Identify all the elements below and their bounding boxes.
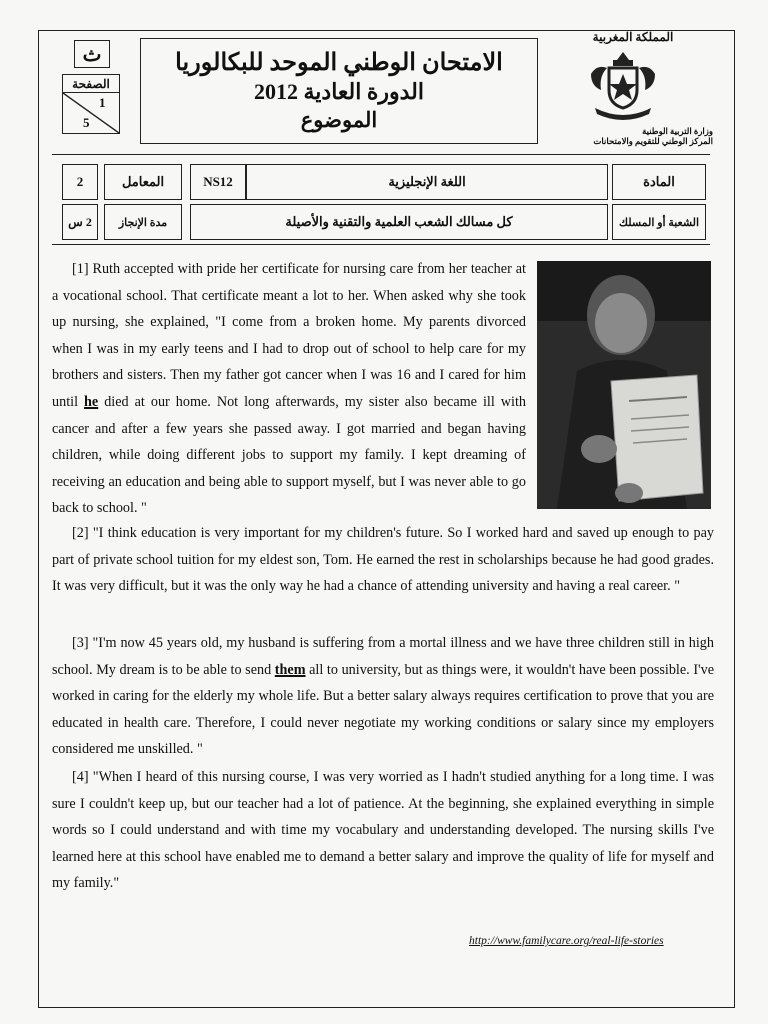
coat-of-arms-emblem — [583, 50, 663, 122]
source-link[interactable]: http://www.familycare.org/real-life-stories — [469, 935, 664, 947]
stream-label: الشعبة أو المسلك — [612, 204, 706, 240]
exam-title-box — [140, 38, 538, 144]
page-total: 5 — [83, 115, 90, 130]
page-number-box — [62, 74, 120, 134]
coefficient-value: 2 — [62, 164, 98, 200]
photo-illustration — [537, 261, 711, 509]
p3-underlined-word: them — [274, 661, 306, 678]
p2-text: [2] "I think education is very important for my children's future. So I worked hard and saved up enough to pay part of private school tuition for my eldest son, Tom. He earned the rest in scholarships because he had good grades. It was very difficult, but it was the only way he had a chance of attending university and having a real career. " — [52, 525, 714, 595]
exam-logo — [74, 40, 110, 68]
exam-subject-heading: الموضوع — [300, 108, 378, 132]
subject-value: اللغة الإنجليزية — [246, 164, 608, 200]
duration-value: 2 س — [62, 204, 98, 240]
page-current: 1 — [99, 95, 106, 110]
table-divider — [52, 244, 710, 245]
page-label: الصفحة — [63, 75, 119, 93]
subject-code: NS12 — [190, 164, 246, 200]
header-divider — [52, 154, 710, 155]
p1-text-after: died at our home. Not long afterwards, my sister also became ill with cancer and after a few years she passed away. I got married and began having children, while doing different jobs to support my family. I kept dreaming of receiving an education and being able to support myself, but I was never able to go back to school. " — [52, 393, 527, 517]
exam-logo-letter: ث — [82, 43, 102, 66]
coefficient-label: المعامل — [104, 164, 182, 200]
passage-paragraph-2 — [52, 520, 714, 600]
exam-title: الامتحان الوطني الموحد للبكالوريا — [175, 50, 503, 76]
stream-value: كل مسالك الشعب العلمية والتقنية والأصيلة — [190, 204, 608, 240]
passage-paragraph-4 — [52, 764, 714, 897]
page-divider — [63, 93, 119, 133]
ministry-name — [553, 126, 713, 146]
passage-paragraph-3 — [52, 630, 714, 763]
ruth-certificate-photo — [537, 261, 711, 509]
p1-underlined-word: he — [84, 393, 99, 410]
exam-session: الدورة العادية 2012 — [254, 79, 424, 104]
p3-text-before: [3] "I'm now 45 years old, my husband is suffering from a mortal illness and we have three children still in high school. My dream is to be able to send — [52, 635, 714, 678]
p4-text: [4] "When I heard of this nursing course, I was very worried as I hadn't studied anything for a long time. I was sure I couldn't keep up, but our teacher had a lot of patience. At the beginning, she explained everything in simple words so I could understand and with time my vocabulary and understanding developed. The nursing skills I've learned here at this school have enabled me to demand a better salary and improve the quality of life for myself and my family." — [52, 769, 714, 892]
ministry-line2: المركز الوطني للتقويم والامتحانات — [593, 136, 713, 146]
duration-label: مدة الإنجاز — [104, 204, 182, 240]
passage-paragraph-1 — [52, 256, 526, 522]
p3-text-after: all to university, but as things were, it wouldn't have been possible. I've worked in caring for the elderly my whole life. But a better salary always requires certification to prove that you are educated in health care. Therefore, I could never negotiate my working conditions or salary since my employers considered me unskilled. " — [52, 661, 715, 758]
ministry-line1: وزارة التربية الوطنية — [642, 126, 713, 136]
kingdom-name: المملكة المغربية — [592, 30, 674, 44]
p1-text-before: [1] Ruth accepted with pride her certificate for nursing care from her teacher at a vocational school. That certificate meant a lot to her. When asked why she took up nursing, she explained, "I come from a broken home. My parents divorced when I was in my early teens and I had to drop out of school to help care for my brothers and sisters. Then my father got cancer when I was 16 and I cared for him until — [52, 261, 526, 410]
subject-label: المادة — [612, 164, 706, 200]
